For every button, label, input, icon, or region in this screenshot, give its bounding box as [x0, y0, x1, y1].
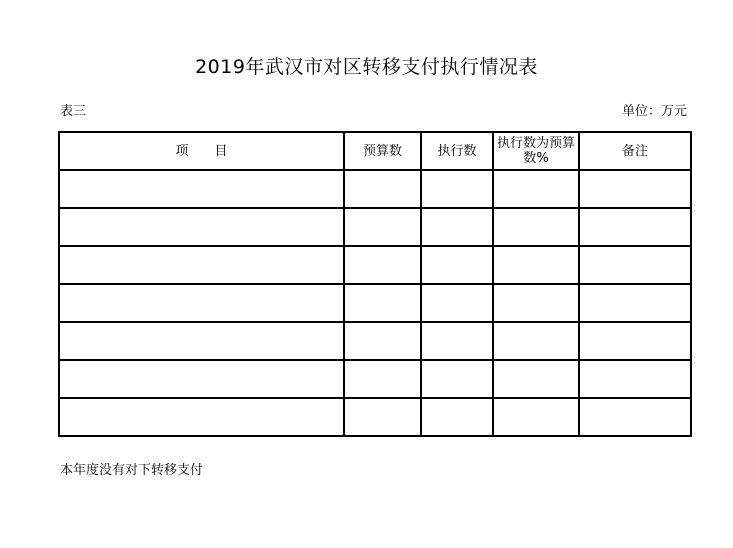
header-budget: 预算数: [344, 132, 421, 170]
table-row: [59, 246, 691, 284]
cell-budget: [344, 208, 421, 246]
cell-item: [59, 360, 344, 398]
table-row: [59, 360, 691, 398]
cell-executed: [421, 170, 493, 208]
cell-ratio: [493, 208, 579, 246]
footnote: 本年度没有对下转移支付: [60, 463, 204, 478]
cell-ratio: [493, 284, 579, 322]
cell-remarks: [579, 246, 691, 284]
cell-item: [59, 322, 344, 360]
transfer-payment-table: [58, 131, 692, 437]
table-row: [59, 170, 691, 208]
header-ratio: 执行数为预算数%: [493, 132, 579, 170]
cell-executed: [421, 284, 493, 322]
cell-executed: [421, 398, 493, 436]
cell-budget: [344, 322, 421, 360]
table-row: [59, 208, 691, 246]
cell-remarks: [579, 360, 691, 398]
page-title: 2019年武汉市对区转移支付执行情况表: [195, 56, 538, 78]
cell-ratio: [493, 398, 579, 436]
table-row: [59, 322, 691, 360]
cell-budget: [344, 246, 421, 284]
header-item: 项 目: [59, 132, 344, 170]
header-remarks: 备注: [579, 132, 691, 170]
cell-remarks: [579, 284, 691, 322]
cell-budget: [344, 170, 421, 208]
cell-item: [59, 398, 344, 436]
cell-remarks: [579, 170, 691, 208]
cell-remarks: [579, 398, 691, 436]
cell-executed: [421, 322, 493, 360]
table-row: [59, 284, 691, 322]
cell-remarks: [579, 208, 691, 246]
cell-executed: [421, 208, 493, 246]
cell-remarks: [579, 322, 691, 360]
cell-item: [59, 208, 344, 246]
cell-ratio: [493, 322, 579, 360]
unit-label: 单位：万元: [621, 104, 687, 119]
cell-item: [59, 170, 344, 208]
table-header-row: [59, 132, 691, 170]
cell-item: [59, 246, 344, 284]
cell-budget: [344, 360, 421, 398]
cell-budget: [344, 284, 421, 322]
table-number-label: 表三: [60, 104, 87, 119]
cell-executed: [421, 360, 493, 398]
table-row: [59, 398, 691, 436]
cell-ratio: [493, 246, 579, 284]
cell-ratio: [493, 170, 579, 208]
cell-budget: [344, 398, 421, 436]
cell-executed: [421, 246, 493, 284]
cell-item: [59, 284, 344, 322]
header-executed: 执行数: [421, 132, 493, 170]
cell-ratio: [493, 360, 579, 398]
